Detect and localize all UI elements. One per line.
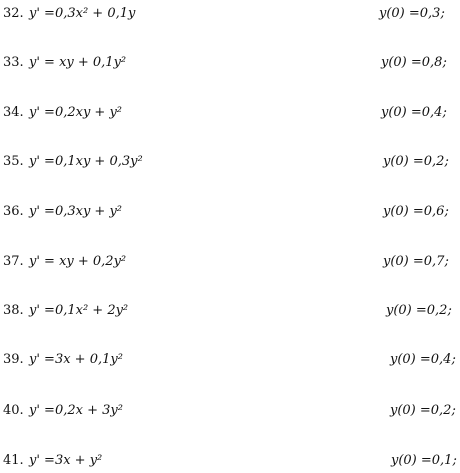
initial-condition: y(0) =0,2; <box>390 403 456 418</box>
problem-row <box>0 200 460 224</box>
initial-condition: y(0) =0,2; <box>386 303 452 318</box>
initial-condition: y(0) =0,8; <box>381 55 447 70</box>
problem-row <box>0 348 460 372</box>
equation: y' =3x + 0,1y² <box>29 352 123 367</box>
problem-number: 35. <box>3 154 24 169</box>
problem-number: 33. <box>3 55 24 70</box>
equation: y' =0,3x² + 0,1y <box>29 6 136 21</box>
equation: y' =0,1x² + 2y² <box>29 303 129 318</box>
problem-number: 36. <box>3 204 24 219</box>
initial-condition: y(0) =0,3; <box>379 6 445 21</box>
initial-condition: y(0) =0,1; <box>391 453 457 468</box>
problem-number: 41. <box>3 453 24 468</box>
equation: y' = xy + 0,2y² <box>29 254 127 269</box>
initial-condition: y(0) =0,2; <box>383 154 449 169</box>
problem-number: 37. <box>3 254 24 269</box>
problem-row <box>0 101 460 125</box>
initial-condition: y(0) =0,4; <box>390 352 456 367</box>
equation: y' =0,3xy + y² <box>29 204 123 219</box>
initial-condition: y(0) =0,7; <box>383 254 449 269</box>
equation: y' =3x + y² <box>29 453 103 468</box>
initial-condition: y(0) =0,4; <box>381 105 447 120</box>
equation: y' =0,2xy + y² <box>29 105 123 120</box>
problem-row <box>0 250 460 274</box>
problem-number: 34. <box>3 105 24 120</box>
problem-number: 38. <box>3 303 24 318</box>
equation: y' =0,2x + 3y² <box>29 403 123 418</box>
problem-number: 39. <box>3 352 24 367</box>
equation: y' = xy + 0,1y² <box>29 55 127 70</box>
problem-row <box>0 150 460 174</box>
problem-row <box>0 299 460 323</box>
problem-row <box>0 399 460 423</box>
problem-number: 40. <box>3 403 24 418</box>
problem-row <box>0 51 460 75</box>
problem-row <box>0 2 460 26</box>
initial-condition: y(0) =0,6; <box>383 204 449 219</box>
equation: y' =0,1xy + 0,3y² <box>29 154 143 169</box>
problem-row <box>0 449 460 473</box>
problem-number: 32. <box>3 6 24 21</box>
